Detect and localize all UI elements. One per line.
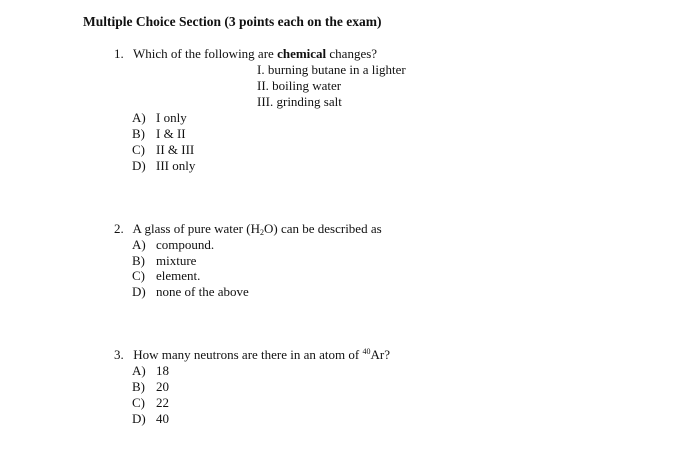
question-1	[114, 46, 377, 62]
choice-b[interactable]: B) mixture	[132, 253, 197, 268]
question-number: 3.	[114, 347, 124, 362]
choice-c[interactable]: C) element.	[132, 268, 201, 283]
question-number: 1.	[114, 46, 124, 61]
question-number: 2.	[114, 221, 124, 236]
choice-d[interactable]: D) none of the above	[132, 284, 249, 299]
choice-a[interactable]: A) compound.	[132, 237, 215, 252]
choice-d[interactable]: D) 40	[132, 411, 169, 426]
choice-c[interactable]: C) II & III	[132, 142, 195, 157]
section-title: Multiple Choice Section (3 points each on the exam)	[83, 14, 382, 29]
question-text: A glass of pure water $(H_2O)$ can be described as	[132, 221, 382, 237]
choice-d[interactable]: D) III only	[132, 158, 196, 173]
choice-a[interactable]: A) I only	[132, 110, 187, 125]
question-3	[114, 347, 390, 363]
statement-2: II. boiling water	[257, 78, 342, 93]
choice-a[interactable]: A) 18	[132, 363, 169, 378]
statement-1: I. burning butane in a lighter	[257, 62, 406, 77]
question-2	[114, 221, 382, 237]
choice-b[interactable]: B) 20	[132, 379, 169, 394]
statement-3: III. grinding salt	[257, 94, 342, 109]
question-text: Which of the following are chemical changes?	[133, 46, 378, 61]
choice-b[interactable]: B) I & II	[132, 126, 186, 141]
question-text: How many neutrons are there in an atom of $^{40}$Ar?	[133, 347, 390, 362]
choice-c[interactable]: C) 22	[132, 395, 169, 410]
